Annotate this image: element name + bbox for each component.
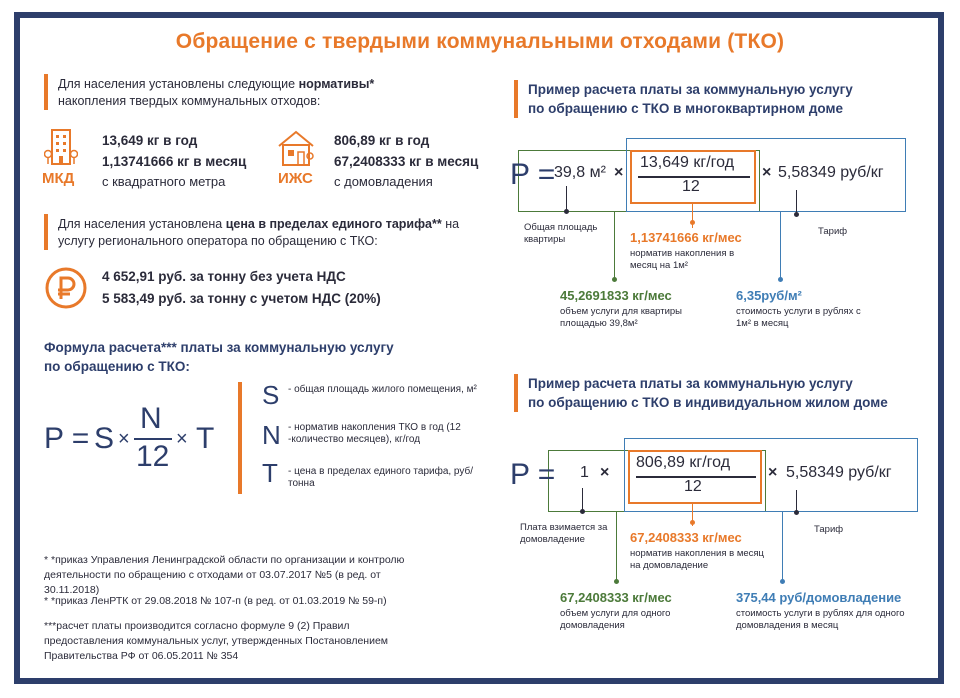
- izhs-volume-value: 67,2408333 кг/мес: [560, 590, 672, 605]
- ruble-coin-icon: [44, 266, 88, 310]
- izhs-cost-label: стоимость услуги в рублях для одного домовладения в месяц: [736, 608, 905, 631]
- izhs-volume-label: объем услуги для одного домовладения: [560, 608, 671, 631]
- accent-bar: [514, 80, 518, 118]
- mkd-cost-value: 6,35руб/м²: [736, 288, 802, 303]
- footnote-2: * *приказ ЛенРТК от 29.08.2018 № 107-п (в ред. от 01.03.2019 № 59-п): [44, 595, 387, 607]
- izhs-norm-year: 806,89 кг в год: [334, 133, 430, 148]
- formula-heading: Формула расчета*** платы за коммунальную услугу по обращению с ТКО:: [44, 340, 394, 374]
- izhs-norm-basis: с домовладения: [334, 174, 433, 189]
- legend-symbol-n: N: [262, 420, 281, 450]
- norms-intro: Для населения установлены следующие нормативы* накопления твердых коммунальных отходов:: [58, 77, 375, 108]
- mkd-price: 5,58349 руб/кг: [778, 164, 884, 181]
- connector: [796, 190, 797, 214]
- izhs-norm-value: 67,2408333 кг/мес: [630, 530, 742, 545]
- legend-symbol-t: T: [262, 458, 278, 488]
- connector: [616, 512, 617, 582]
- mkd-norm-label: норматив накопления в месяц на 1м²: [630, 248, 735, 271]
- formula-denominator: 12: [136, 440, 170, 473]
- mkd-times: ×: [614, 164, 624, 181]
- izhs-tariff-label: Тариф: [814, 524, 844, 535]
- izhs-price: 5,58349 руб/кг: [786, 464, 892, 481]
- legend-desc-s: - общая площадь жилого помещения, м²: [288, 384, 477, 395]
- connector-dot: [564, 209, 569, 214]
- accent-bar: [238, 382, 242, 494]
- mkd-norm-basis: с квадратного метра: [102, 174, 226, 189]
- mkd-denominator: 12: [682, 178, 700, 195]
- izhs-cost-value: 375,44 руб/домовладение: [736, 590, 902, 605]
- formula-times: ×: [176, 428, 188, 450]
- izhs-label: ИЖС: [278, 170, 313, 187]
- izhs-times: ×: [600, 464, 610, 481]
- apartment-building-icon: [44, 128, 78, 168]
- mkd-area-label: Общая площадь квартиры: [524, 222, 598, 245]
- izhs-norm-label: норматив накопления в месяц на домовладение: [630, 548, 764, 571]
- example-mkd-heading: Пример расчета платы за коммунальную услугу по обращению с ТКО в многоквартирном доме: [528, 82, 853, 116]
- izhs-p: P =: [510, 458, 556, 491]
- mkd-norm-month: 1,13741666 кг в месяц: [102, 154, 247, 169]
- tariff-without-vat: 4 652,91 руб. за тонну без учета НДС: [102, 269, 346, 284]
- legend-symbol-s: S: [262, 380, 280, 410]
- mkd-cost-label: стоимость услуги в рублях с 1м² в месяц: [736, 306, 861, 329]
- accent-bar: [44, 214, 48, 250]
- accent-bar: [514, 374, 518, 412]
- connector-dot: [612, 277, 617, 282]
- formula-n: N: [140, 402, 162, 435]
- formula-p: P =: [44, 422, 90, 455]
- connector-dot: [794, 212, 799, 217]
- mkd-numerator: 13,649 кг/год: [640, 154, 735, 171]
- example-izhs-heading: Пример расчета платы за коммунальную услугу по обращению с ТКО в индивидуальном жилом доме: [528, 376, 888, 410]
- izhs-count-label: Плата взимается за домовладение: [520, 522, 608, 545]
- connector-dot: [690, 520, 695, 525]
- legend-desc-n: - норматив накопления ТКО в год (12 -количество месяцев), кг/год: [288, 422, 461, 445]
- tariff-intro: Для населения установлена цена в пределах единого тарифа** на услугу регионального оператора по обращению с ТКО:: [58, 217, 460, 248]
- izhs-denominator: 12: [684, 478, 702, 495]
- izhs-numerator: 806,89 кг/год: [636, 454, 731, 471]
- connector-dot: [778, 277, 783, 282]
- mkd-norm-value: 1,13741666 кг/мес: [630, 230, 742, 245]
- mkd-p: P =: [510, 158, 556, 191]
- mkd-area: 39,8 м²: [554, 164, 606, 181]
- legend-desc-t: - цена в пределах единого тарифа, руб/тонна: [288, 466, 473, 489]
- connector: [782, 512, 783, 582]
- footnote-1: * *приказ Управления Ленинградской области по организации и контролю деятельности по обращению с отходами от 03.07.2017 №5 (в ред. от 30.11.2018): [44, 554, 405, 596]
- connector-dot: [690, 220, 695, 225]
- formula-t: T: [196, 422, 215, 455]
- page-title: Обращение с твердыми коммунальными отходами (ТКО): [175, 30, 785, 53]
- formula-times: ×: [118, 428, 130, 450]
- accent-bar: [44, 74, 48, 110]
- izhs-count: 1: [580, 464, 589, 481]
- mkd-label: МКД: [42, 170, 75, 187]
- footnote-3: ***расчет платы производится согласно формуле 9 (2) Правил предоставления коммунальных услуг, утвержденных Постановлением Правительства РФ от 06.05.2011 № 354: [44, 620, 389, 662]
- connector: [614, 212, 615, 280]
- connector-dot: [614, 579, 619, 584]
- connector-dot: [794, 510, 799, 515]
- connector-dot: [580, 509, 585, 514]
- connector: [796, 490, 797, 512]
- izhs-norm-month: 67,2408333 кг в месяц: [334, 154, 479, 169]
- connector: [780, 212, 781, 280]
- connector-dot: [780, 579, 785, 584]
- mkd-volume-label: объем услуги для квартиры площадью 39,8м²: [560, 306, 682, 329]
- mkd-norm-year: 13,649 кг в год: [102, 133, 198, 148]
- formula-s: S: [94, 422, 115, 455]
- house-icon: [276, 128, 316, 168]
- mkd-tariff-label: Тариф: [818, 226, 848, 237]
- mkd-volume-value: 45,2691833 кг/мес: [560, 288, 672, 303]
- izhs-times: ×: [768, 464, 778, 481]
- mkd-times: ×: [762, 164, 772, 181]
- tariff-with-vat: 5 583,49 руб. за тонну с учетом НДС (20%): [102, 291, 381, 306]
